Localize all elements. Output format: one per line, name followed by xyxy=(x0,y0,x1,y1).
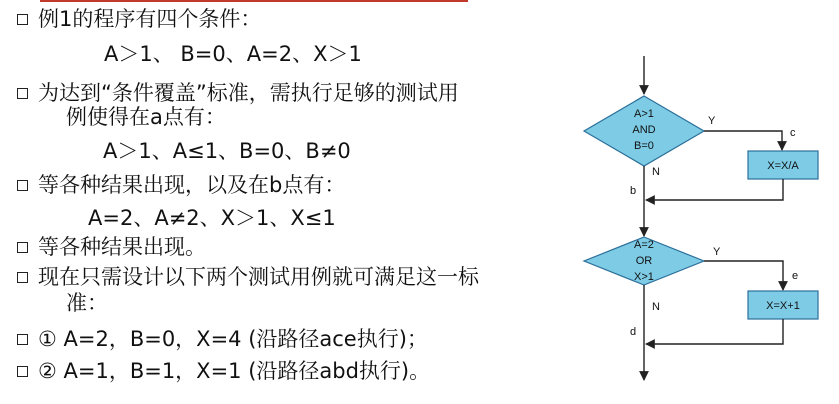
process-1-label: X=X/A xyxy=(767,160,799,172)
text-line-4: 例使得在a点有： xyxy=(66,105,226,129)
decision-2-line-1: A=2 xyxy=(634,239,654,251)
text-line-1: 例1的程序有四个条件： xyxy=(38,7,262,31)
no-label-1: N xyxy=(652,166,660,178)
point-label-b: b xyxy=(630,185,637,197)
process-2-label: X=X+1 xyxy=(766,300,800,312)
text-line-7: A=2、A≠2、X＞1、X≤1 xyxy=(88,206,336,230)
decision-1-line-1: A>1 xyxy=(634,108,654,120)
yes-label-1: Y xyxy=(708,115,716,127)
process-2-return-arrow xyxy=(646,319,783,344)
text-line-8: 等各种结果出现。 xyxy=(38,235,206,259)
decision-2-line-3: X>1 xyxy=(634,271,654,283)
text-line-9: 现在只需设计以下两个测试用例就可满足这一标 xyxy=(38,265,479,289)
text-line-10: 准： xyxy=(66,291,108,315)
process-1-return-arrow xyxy=(646,179,783,200)
yes-branch-1-arrow xyxy=(704,131,782,150)
text-line-12: ② A=1，B=1，X=1 (沿路径abd执行)。 xyxy=(38,359,431,383)
no-label-2: N xyxy=(652,301,660,313)
point-label-c: c xyxy=(790,127,796,139)
yes-label-2: Y xyxy=(713,246,721,258)
text-line-5: A＞1、A≤1、B=0、B≠0 xyxy=(103,139,351,163)
text-line-2: A＞1、 B=0、A=2、X＞1 xyxy=(104,42,362,66)
text-line-11: ① A=2，B=0，X=4 (沿路径ace执行)； xyxy=(38,327,428,351)
text-line-3: 为达到“条件覆盖”标准，需执行足够的测试用 xyxy=(38,81,459,105)
decision-2-line-2: OR xyxy=(635,255,653,267)
point-label-d: d xyxy=(630,326,637,338)
decision-1-line-3: B=0 xyxy=(634,140,654,152)
decision-1-line-2: AND xyxy=(632,124,656,136)
point-label-e: e xyxy=(792,270,799,282)
yes-branch-2-arrow xyxy=(704,261,783,290)
text-line-6: 等各种结果出现，以及在b点有： xyxy=(38,173,346,197)
